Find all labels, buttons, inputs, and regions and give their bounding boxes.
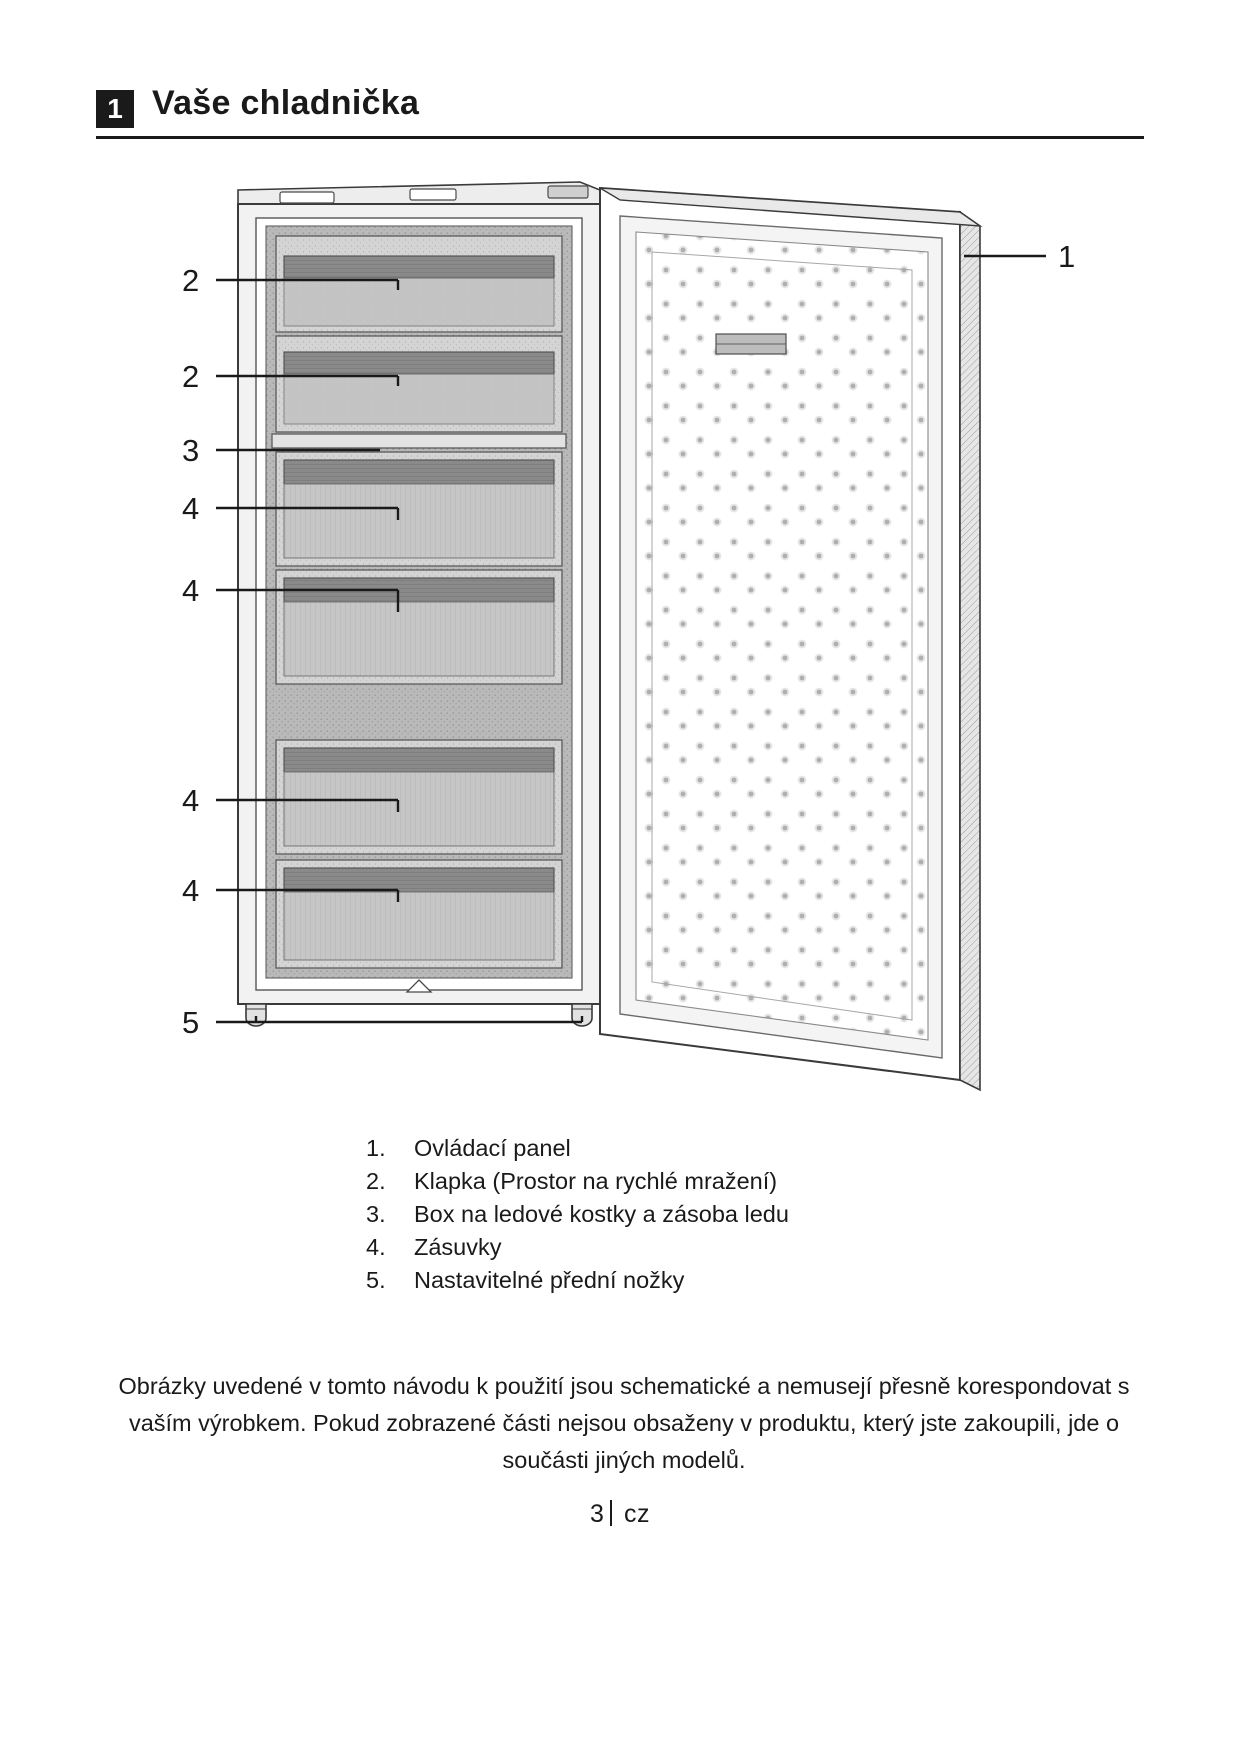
callout-2-lower: 2 bbox=[182, 359, 200, 394]
legend-number: 3. bbox=[366, 1201, 386, 1227]
legend-label: Ovládací panel bbox=[414, 1135, 571, 1161]
callout-4-c: 4 bbox=[182, 783, 200, 818]
parts-legend-list bbox=[366, 1132, 1006, 1297]
callout-1: 1 bbox=[1058, 239, 1076, 274]
chapter-header bbox=[96, 84, 1144, 150]
list-item bbox=[366, 1132, 1006, 1165]
callout-4-d: 4 bbox=[182, 873, 200, 908]
list-item bbox=[366, 1198, 1006, 1231]
legend-number: 2. bbox=[366, 1168, 386, 1194]
callout-3: 3 bbox=[182, 433, 200, 468]
appliance-diagram bbox=[80, 160, 1160, 1100]
drawer-2 bbox=[276, 570, 562, 684]
language-code: cz bbox=[623, 1500, 650, 1528]
legend-number: 1. bbox=[366, 1135, 386, 1161]
header-divider bbox=[96, 136, 1144, 139]
callout-4-a: 4 bbox=[182, 491, 200, 526]
legend-label: Klapka (Prostor na rychlé mražení) bbox=[414, 1168, 778, 1194]
disclaimer-note bbox=[96, 1368, 1152, 1479]
list-item bbox=[366, 1165, 1006, 1198]
list-item bbox=[366, 1231, 1006, 1264]
callout-5: 5 bbox=[182, 1005, 200, 1040]
fast-freeze-flap-lower bbox=[276, 336, 562, 432]
legend-number: 4. bbox=[366, 1234, 386, 1260]
page-number: 3 bbox=[590, 1500, 604, 1528]
page-title: Vaše chladnička bbox=[152, 84, 420, 122]
legend-label: Zásuvky bbox=[414, 1234, 502, 1260]
callout-4-b: 4 bbox=[182, 573, 200, 608]
legend-number: 5. bbox=[366, 1267, 386, 1293]
open-door bbox=[600, 188, 980, 1090]
ice-box-divider bbox=[272, 434, 566, 448]
legend-label: Box na ledové kostky a zásoba ledu bbox=[414, 1201, 789, 1227]
fast-freeze-flap-upper bbox=[276, 236, 562, 332]
callout-2-upper: 2 bbox=[182, 263, 200, 298]
list-item bbox=[366, 1264, 1006, 1297]
drawer-4 bbox=[276, 860, 562, 968]
footer-separator bbox=[610, 1500, 612, 1526]
drawer-3 bbox=[276, 740, 562, 854]
disclaimer-text: Obrázky uvedené v tomto návodu k použití jsou schematické a nemusejí přesně korespondovat s vaším výrobkem. Pokud zobrazené části nejsou obsaženy v produktu, který jste zakoupili, jde o součásti jiných modelů. bbox=[118, 1373, 1130, 1473]
chapter-number-badge: 1 bbox=[96, 90, 134, 128]
page-footer bbox=[0, 1500, 1240, 1529]
legend-label: Nastavitelné přední nožky bbox=[414, 1267, 685, 1293]
